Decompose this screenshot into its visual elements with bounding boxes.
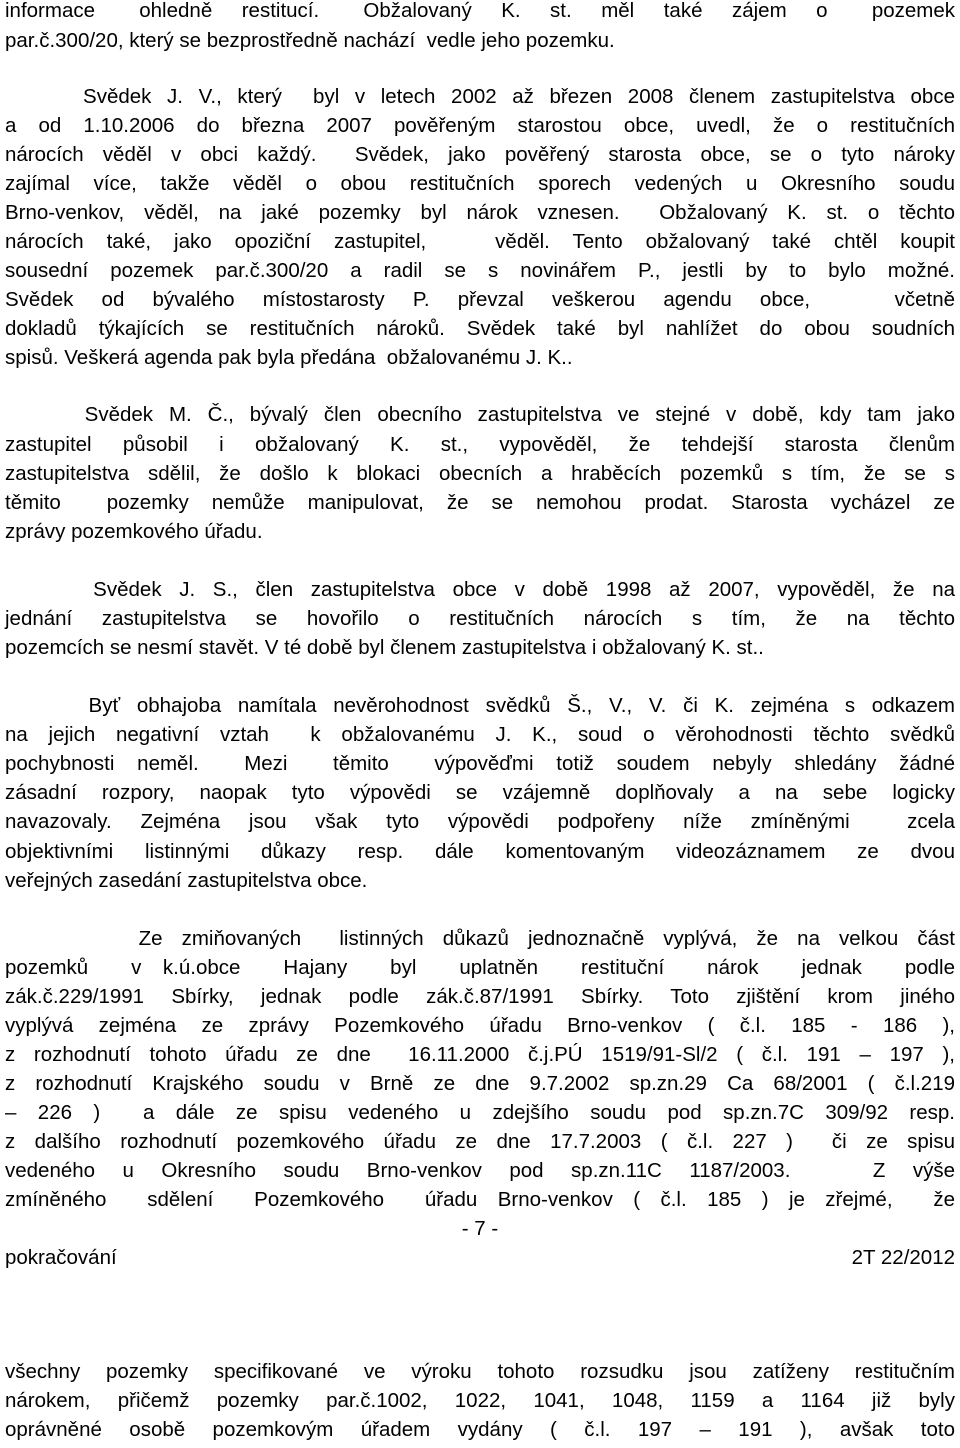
text-line: dokladů týkajících se restitučních nároků. Svědek také byl nahlížet do obou soudních (5, 317, 955, 340)
text-line: par.č.300/20, který se bezprostředně nachází vedle jeho pozemku. (5, 29, 615, 52)
text-line: pozemcích se nesmí stavět. V té době byl členem zastupitelstva i obžalovaný K. st.. (5, 636, 764, 659)
page-number: - 7 - (461, 1217, 499, 1240)
text-line: navazovaly. Zejména jsou však tyto výpovědi podpořeny níže zmíněnými zcela (5, 810, 955, 833)
text-line: objektivními listinnými důkazy resp. dále komentovaným videozáznamem ze dvou (5, 840, 955, 863)
text-line: sousední pozemek par.č.300/20 a radil se s novinářem P., jestli by to bylo možné. (5, 259, 955, 282)
text-line: vyplývá zejména ze zprávy Pozemkového úřadu Brno-venkov ( č.l. 185 - 186 ), (5, 1014, 955, 1037)
text-line: informace ohledně restitucí. Obžalovaný K. st. měl také zájem o pozemek (5, 0, 955, 22)
text-line: Ze zmiňovaných listinných důkazů jednoznačně vyplývá, že na velkou část (5, 927, 955, 950)
text-line: z rozhodnutí Krajského soudu v Brně ze dne 9.7.2002 sp.zn.29 Ca 68/2001 ( č.l.219 (5, 1072, 955, 1095)
continuation-label: pokračování (5, 1246, 117, 1269)
text-line: z rozhodnutí tohoto úřadu ze dne 16.11.2000 č.j.PÚ 1519/91-Sl/2 ( č.l. 191 – 197 ), (5, 1043, 955, 1066)
text-line: zák.č.229/1991 Sbírky, jednak podle zák.č.87/1991 Sbírky. Toto zjištění krom jiného (5, 985, 955, 1008)
text-line: – 226 ) a dále ze spisu vedeného u zdejšího soudu pod sp.zn.7C 309/92 resp. (5, 1101, 955, 1124)
text-line: Svědek J. V., který byl v letech 2002 až březen 2008 členem zastupitelstva obce (5, 85, 955, 108)
text-line: spisů. Veškerá agenda pak byla předána obžalovanému J. K.. (5, 346, 573, 369)
text-line: pozemků v k.ú.obce Hajany byl uplatněn restituční nárok jednak podle (5, 956, 955, 979)
text-line: zprávy pozemkového úřadu. (5, 520, 263, 543)
continuation-header (5, 1243, 955, 1273)
text-line: zajímal více, takže věděl o obou restitučních sporech vedených u Okresního soudu (5, 172, 955, 195)
text-line: Svědek M. Č., bývalý člen obecního zastupitelstva ve stejné v době, kdy tam jako (5, 403, 955, 426)
text-line: Svědek od bývalého místostarosty P. převzal veškerou agendu obce, včetně (5, 288, 955, 311)
text-line: Svědek J. S., člen zastupitelstva obce v době 1998 až 2007, vypověděl, že na (5, 578, 955, 601)
text-line: nárocích také, jako opoziční zastupitel, věděl. Tento obžalovaný také chtěl koupit (5, 230, 955, 253)
text-line: jednání zastupitelstva se hovořilo o restitučních nárocích s tím, že na těchto (5, 607, 955, 630)
text-line: vedeného u Okresního soudu Brno-venkov pod sp.zn.11C 1187/2003. Z výše (5, 1159, 955, 1182)
text-line: Byť obhajoba namítala nevěrohodnost svědků Š., V., V. či K. zejména s odkazem (5, 694, 955, 717)
text-line: nárocích věděl v obci každý. Svědek, jako pověřený starosta obce, se o tyto nároky (5, 143, 955, 166)
text-line: zásadní rozpory, naopak tyto výpovědi se vzájemně doplňovaly a na sebe logicky (5, 781, 955, 804)
text-line: na jejich negativní vztah k obžalovanému J. K., soud o věrohodnosti těchto svědků (5, 723, 955, 746)
text-line: nárokem, přičemž pozemky par.č.1002, 1022, 1041, 1048, 1159 a 1164 již byly (5, 1389, 955, 1412)
text-line: těmito pozemky nemůže manipulovat, že se nemohou prodat. Starosta vycházel ze (5, 491, 955, 514)
text-line: a od 1.10.2006 do března 2007 pověřeným starostou obce, uvedl, že o restitučních (5, 114, 955, 137)
text-line: veřejných zasedání zastupitelstva obce. (5, 869, 368, 892)
text-line: zastupitelstva sdělil, že došlo k blokaci obecních a hraběcích pozemků s tím, že se s (5, 462, 955, 485)
text-line: zastupitel působil i obžalovaný K. st., vypověděl, že tehdejší starosta členům (5, 433, 955, 456)
text-line: z dalšího rozhodnutí pozemkového úřadu ze dne 17.7.2003 ( č.l. 227 ) či ze spisu (5, 1130, 955, 1153)
text-line: zmíněného sdělení Pozemkového úřadu Brno-venkov ( č.l. 185 ) je zřejmé, že (5, 1188, 955, 1211)
text-line: všechny pozemky specifikované ve výroku tohoto rozsudku jsou zatíženy restitučním (5, 1360, 955, 1383)
case-number: 2T 22/2012 (851, 1246, 955, 1269)
text-line: pochybnosti neměl. Mezi těmito výpověďmi totiž soudem nebyly shledány žádné (5, 752, 955, 775)
text-line: Brno-venkov, věděl, na jaké pozemky byl nárok vznesen. Obžalovaný K. st. o těchto (5, 201, 955, 224)
text-line: oprávněné osobě pozemkovým úřadem vydány ( č.l. 197 – 191 ), avšak toto (5, 1418, 955, 1441)
